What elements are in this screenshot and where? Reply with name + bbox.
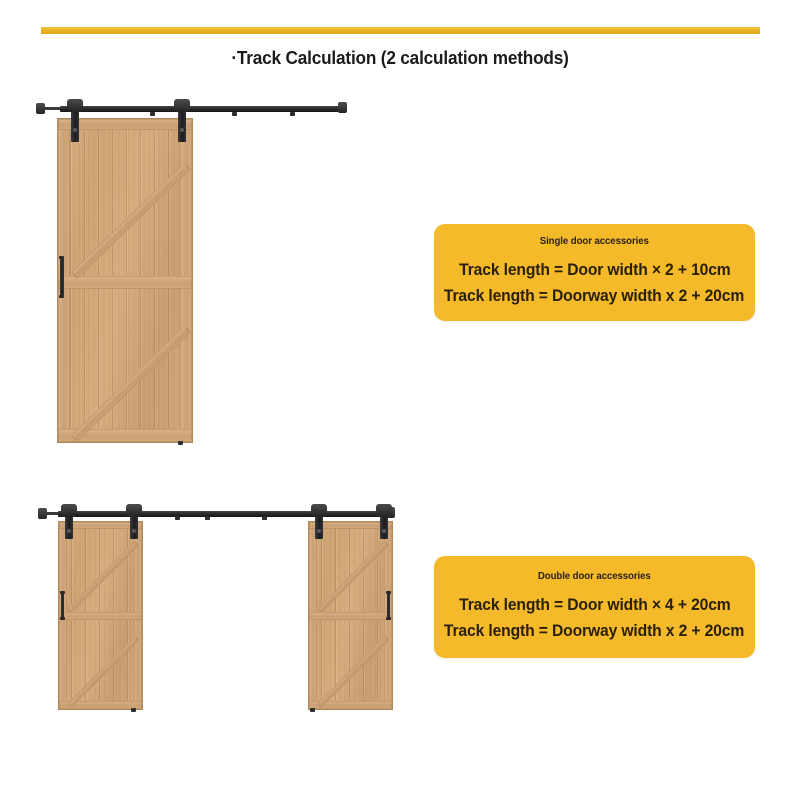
track-rail	[58, 511, 388, 517]
double-door-callout	[434, 556, 755, 658]
door-brace-upper	[67, 541, 139, 613]
barn-door-panel	[308, 521, 393, 710]
door-hanger-strap	[65, 513, 73, 539]
page-title: ·Track Calculation (2 calculation methods)	[231, 47, 569, 68]
door-hanger-strap	[71, 108, 79, 142]
door-brace-upper	[317, 541, 389, 613]
door-brace-lower	[71, 326, 191, 442]
callout-formula-1: Track length = Door width × 2 + 10cm	[458, 261, 731, 280]
single-door-callout	[434, 224, 755, 321]
door-pull-handle	[61, 593, 64, 618]
track-bolt	[175, 516, 180, 520]
door-brace-lower	[67, 636, 139, 708]
door-hanger-strap	[130, 513, 138, 539]
door-hanger-strap	[380, 513, 388, 539]
door-brace-lower	[317, 636, 389, 708]
door-hanger-strap	[315, 513, 323, 539]
barn-door-panel	[58, 521, 143, 710]
barn-door-panel	[57, 118, 193, 443]
track-bolt	[205, 516, 210, 520]
callout-caption: Single door accessories	[539, 235, 650, 248]
floor-guide-pin	[131, 708, 136, 712]
door-rail-middle	[59, 612, 142, 620]
door-hanger-strap	[178, 108, 186, 142]
callout-formula-1: Track length = Door width × 4 + 20cm	[458, 595, 731, 614]
door-rail-middle	[309, 612, 392, 620]
callout-caption: Double door accessories	[538, 569, 651, 582]
door-rail-middle	[58, 276, 192, 289]
callout-formula-2: Track length = Doorway width x 2 + 20cm	[444, 287, 745, 305]
track-bolt	[262, 516, 267, 520]
door-brace-upper	[71, 163, 191, 279]
callout-formula-2: Track length = Doorway width x 2 + 20cm	[444, 621, 745, 640]
door-pull-handle	[60, 258, 64, 296]
floor-guide-pin	[178, 441, 183, 445]
floor-guide-pin	[310, 708, 315, 712]
door-pull-handle	[387, 593, 390, 618]
